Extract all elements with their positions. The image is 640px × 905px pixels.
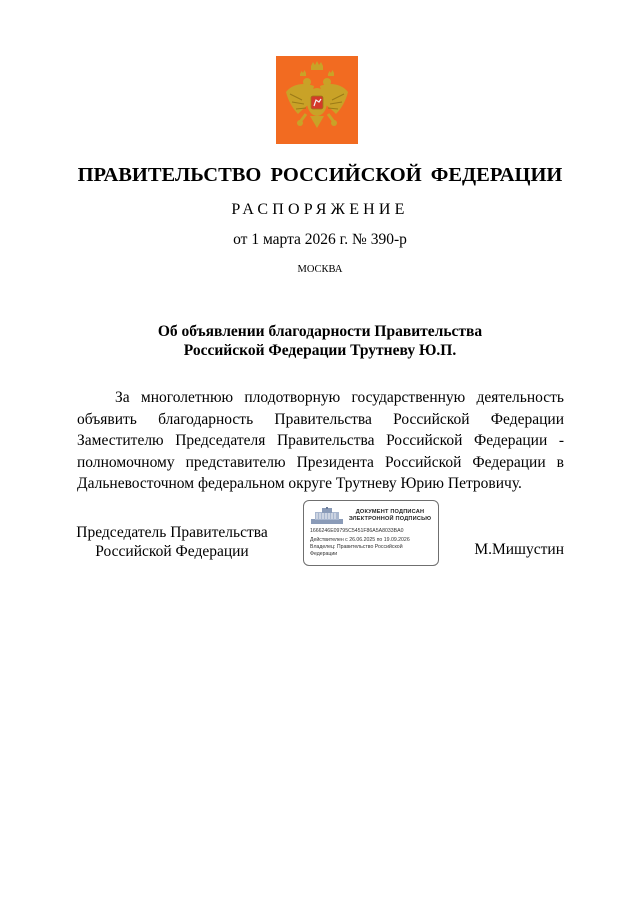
signer-position bbox=[76, 523, 268, 561]
document-city: МОСКВА bbox=[297, 264, 343, 275]
signer-position-line-2: Российской Федерации bbox=[95, 543, 249, 560]
stamp-heading-line-1: ДОКУМЕНТ ПОДПИСАН bbox=[355, 509, 425, 515]
stamp-heading-line-2: ЭЛЕКТРОННОЙ ПОДПИСЬЮ bbox=[348, 516, 432, 522]
stamp-validity: Действителен с 26.06.2025 по 19.09.2026 bbox=[310, 537, 410, 543]
stamp-owner-line-2: Федерации bbox=[310, 551, 338, 557]
signer-name: М.Мишустин bbox=[474, 541, 564, 558]
government-title: ПРАВИТЕЛЬСТВО РОССИЙСКОЙ ФЕДЕРАЦИИ bbox=[77, 164, 563, 186]
stamp-owner-line-1: Владелец: Правительство Российской bbox=[310, 544, 403, 550]
subject-line-2: Российской Федерации Трутневу Ю.П. bbox=[183, 342, 457, 359]
document-date-number: от 1 марта 2026 г. № 390-р bbox=[233, 231, 407, 248]
document-body bbox=[77, 387, 564, 495]
document-type: РАСПОРЯЖЕНИЕ bbox=[231, 201, 409, 218]
signer-position-line-1: Председатель Правительства bbox=[76, 524, 268, 541]
body-paragraph: За многолетнюю плодотворную государственную деятельность объявить благодарность Правительства Российской Федерации Заместителю Председателя Правительства Российской Федерации - полномочному представителю Президента Российской Федерации в Дальневосточном федеральном округе Трутневу Юрию Петровичу. bbox=[77, 389, 564, 492]
stamp-serial: 1666246E09795C5451F86A5A8033BA0 bbox=[310, 528, 404, 534]
document-subject bbox=[0, 322, 640, 360]
russian-coat-of-arms-icon bbox=[276, 56, 358, 144]
subject-line-1: Об объявлении благодарности Правительства bbox=[157, 323, 483, 340]
coat-of-arms-emblem bbox=[276, 56, 358, 144]
electronic-signature-stamp bbox=[303, 500, 439, 566]
stamp-heading bbox=[344, 509, 436, 523]
government-building-icon bbox=[310, 507, 344, 525]
